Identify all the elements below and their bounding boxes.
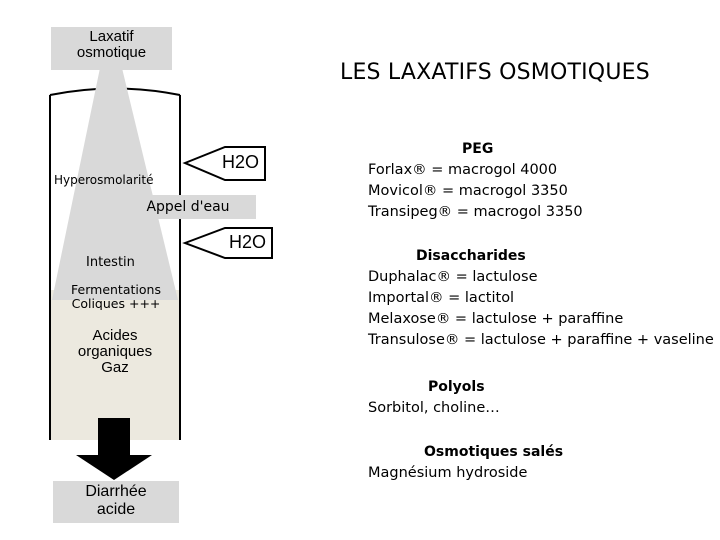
section-polyols: [368, 377, 713, 419]
page-title: LES LAXATIFS OSMOTIQUES: [340, 60, 650, 85]
list-item: Forlax® = macrogol 4000: [368, 162, 558, 178]
list-item: Melaxose® = lactulose + paraffine: [368, 311, 624, 327]
section-peg: [368, 139, 713, 223]
section-heading: Osmotiques salés: [424, 444, 564, 460]
section-disaccharides: [368, 246, 713, 351]
list-item: Sorbitol, choline…: [368, 400, 500, 416]
products-label: Acides organiques Gaz: [77, 327, 153, 376]
list-item: Duphalac® = lactulose: [368, 269, 538, 285]
section-heading: PEG: [462, 141, 494, 157]
hyperosmolarity-label: Hyperosmolarité: [54, 173, 154, 187]
fermentation-label: Fermentations Coliques +++: [71, 283, 161, 310]
water-label-2: H2O: [229, 232, 267, 252]
section-heading: Polyols: [428, 379, 485, 395]
outcome-label: Diarrhée acide: [53, 481, 179, 523]
laxative-label: Laxatif osmotique: [51, 27, 172, 70]
water-call-label: Appel d'eau: [120, 195, 256, 219]
list-item: Transulose® = lactulose + paraffine + vaseline: [368, 332, 714, 348]
list-item: Importal® = lactitol: [368, 290, 515, 306]
list-item: Movicol® = macrogol 3350: [368, 183, 568, 199]
list-item: Magnésium hydroside: [368, 465, 528, 481]
section-salts: [368, 442, 713, 484]
water-label-1: H2O: [222, 152, 260, 172]
list-item: Transipeg® = macrogol 3350: [368, 204, 583, 220]
intestine-label: Intestin: [86, 255, 135, 270]
section-heading: Disaccharides: [416, 248, 526, 264]
